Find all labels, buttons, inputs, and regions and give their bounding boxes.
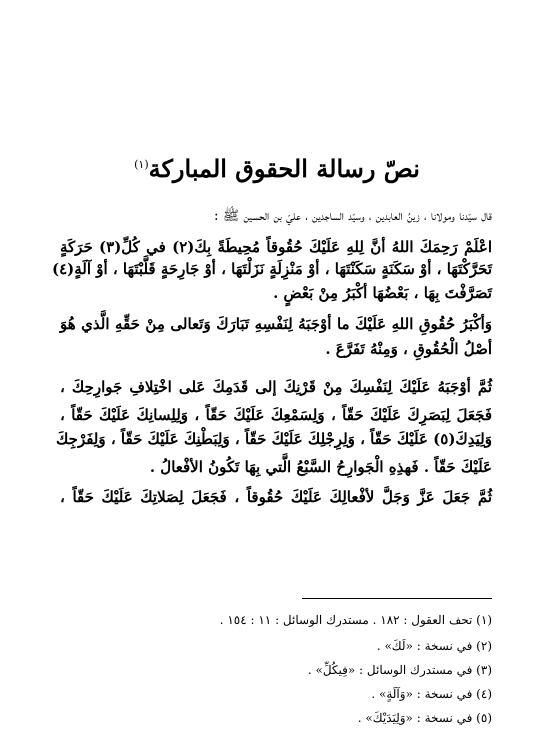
text-line-6: ثُمَّ أوْجَبَهُ عَلَيْكَ لِنَفْسِكَ مِنْ قَرْنِكَ إلى قَدَمِكَ عَلى اخْتِلافِ جَوارِحِكَ ، <box>60 378 492 396</box>
text-line-8: وَلِيَدِكَ(٥) عَلَيْكَ حَقّاً ، وَلِرِجْلِكَ عَلَيْكَ حَقّاً ، وَلِبَطْنِكَ عَلَيْكَ حَقّاً ، وَلِفَرْجِكَ <box>56 430 492 448</box>
intro-line: قال سيّدنا ومولانا ، زينُ العابدين ، وسيّد الساجدين ، عليّ بن الحسين ﷺ : <box>214 208 492 224</box>
text-line-5: أصْلُ الْحُقُوقِ ، وَمِنْهُ تَفَرَّعَ . <box>325 340 492 358</box>
title-text: نصّ رسالة الحقوق المباركة <box>148 154 420 183</box>
text-line-4: وَأكْبَرُ حُقُوقِ اللهِ عَلَيْكَ ما أوْجَبَهُ لِنَفْسِهِ تَبَارَكَ وَتَعالى مِنْ حَقِّهِ الَّذي هُوَ <box>60 315 492 333</box>
footnote-3: (٣) في مستدرك الوسائل : «فِيكُلِّ» . <box>307 663 492 677</box>
page-title <box>60 154 494 183</box>
text-line-3: تَصَرَّفْتَ بِهَا ، بَعْضُهَا أكْبَرُ مِنْ بَعْضٍ . <box>273 284 492 302</box>
text-line-10: ثُمَّ جَعَلَ عَزَّ وَجَلَّ لأفْعالِكَ عَلَيْكَ حُقُوقاً ، فَجَعَلَ لِصَلاتِكَ عَلَيْكَ حَقّاً ، <box>60 488 492 506</box>
text-line-7: فَجَعَلَ لِبَصَرِكَ عَلَيْكَ حَقّاً ، وَلِسَمْعِكَ عَلَيْكَ حَقّاً ، وَلِلِسانِكَ عَلَيْكَ حَقّاً ، <box>60 406 492 424</box>
footnote-2: (٢) في نسخة : «لَكَ» . <box>376 639 492 653</box>
text-line-1: اعْلَمْ رَحِمَكَ اللهُ أنَّ لِلهِ عَلَيْكَ حُقُوقاً مُحِيطَةً بِكَ(٢) في كُلِّ(٣) حَرَكَةٍ <box>60 238 493 256</box>
footnote-separator <box>302 598 492 599</box>
text-line-9: عَلَيْكَ حَقّاً . فَهذِهِ الْجَوارِحُ السَّبْعُ الَّتي بِهَا تَكُونُ الأفْعالُ . <box>149 458 492 476</box>
text-line-2: تَحَرَّكْتَهَا ، أوْ سَكَنَةٍ سَكَنْتَهَا ، أوْ مَنْزِلَةٍ نَزَلْتَهَا ، أوْ جَارِحَةٍ قَلَّبْتَهَا ، أوْ آلَةٍ(٤) <box>51 260 492 278</box>
footnote-1: (١) تحف العقول : ١٨٢ . مستدرك الوسائل : ١١ : ١٥٤ . <box>219 613 492 627</box>
footnote-5: (٥) في نسخة : «وَلِيَدَيْكَ» . <box>357 711 492 725</box>
title-footnote-marker: (١) <box>134 158 149 171</box>
footnote-4: (٤) في نسخة : «وَآلَةٍ» . <box>371 687 492 701</box>
